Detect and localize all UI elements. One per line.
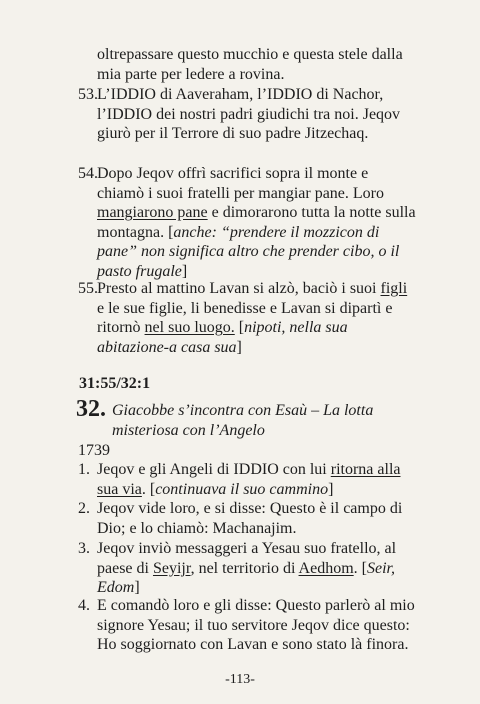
italic-note: nipoti, nella sua abitazione-a casa sua bbox=[97, 319, 348, 356]
underlined-phrase: figli bbox=[380, 280, 408, 297]
underlined-phrase: Seyijr bbox=[152, 559, 191, 577]
verse-number: 54. bbox=[78, 165, 98, 182]
chapter-title: Giacobbe s’incontra con Esaù – La lotta misteriosa con l’Angelo bbox=[112, 402, 374, 439]
verse-2: 2. Jeqov vide loro, e si disse: Questo è il campo di Dio; e lo chiamò: Machanajim. bbox=[78, 500, 403, 537]
year-label: 1739 bbox=[78, 442, 110, 459]
chapter-number: 32. bbox=[76, 396, 106, 422]
underlined-phrase: nel suo luogo. bbox=[144, 319, 235, 337]
verse-reference: 31:55/32:1 bbox=[79, 375, 151, 392]
verse-53: 53. L’IDDIO di Aaveraham, l’IDDIO di Nachor, l’IDDIO dei nostri padri giudichi tra noi. Jeqov giurò per il Terrore di suo padre Jitzechaq. bbox=[78, 86, 401, 143]
verse-number: 53. bbox=[78, 86, 98, 103]
verse-52-continuation: oltrepassare questo mucchio e questa stele dalla mia parte per ledere a rovina. bbox=[97, 46, 403, 83]
verse-number: 1. bbox=[78, 461, 90, 478]
verse-number: 4. bbox=[78, 597, 90, 614]
italic-note: continuava il suo cammino bbox=[155, 480, 329, 498]
verse-54: 54. Dopo Jeqov offrì sacrifici sopra il monte e chiamò i suoi fratelli per mangiar pane. Loro mangiarono pane e dimorarono tutta la notte sulla montagna. [anche: “prendere il mozzicon di pane” non significa altro che prender cibo, o il pasto frugale] bbox=[78, 165, 416, 280]
italic-note: anche: “prendere il mozzicon di pane” non significa altro che prender cibo, o il pasto frugale bbox=[97, 223, 400, 280]
verse-number: 3. bbox=[78, 540, 90, 557]
verse-4: 4. E comandò loro e gli disse: Questo parlerò al mio signore Yesau; il tuo servitore Jeqov dice questo: Ho soggiornato con Lavan e sono stato là finora. bbox=[78, 597, 415, 654]
verse-3: 3. Jeqov inviò messaggeri a Yesau suo fratello, al paese di Seyijr, nel territorio di Aedhom. [Seir, Edom] bbox=[78, 540, 397, 597]
underlined-phrase: ritorna alla sua via bbox=[97, 461, 401, 498]
italic-note: Seir, Edom bbox=[97, 559, 395, 597]
underlined-phrase: mangiarono pane bbox=[97, 204, 208, 222]
verse-number: 2. bbox=[78, 500, 90, 517]
page-number: -113- bbox=[225, 672, 255, 687]
underlined-phrase: Aedhom bbox=[298, 559, 354, 577]
verse-55: 55. Presto al mattino Lavan si alzò, baciò i suoi figli e le sue figlie, li benedisse e Lavan si dipartì e ritornò nel suo luogo. [nipoti, nella sua abitazione-a casa sua] bbox=[78, 280, 408, 356]
verse-number: 55. bbox=[78, 280, 98, 297]
verse-1: 1. Jeqov e gli Angeli di IDDIO con lui ritorna alla sua via. [continuava il suo cammino] bbox=[78, 461, 401, 498]
